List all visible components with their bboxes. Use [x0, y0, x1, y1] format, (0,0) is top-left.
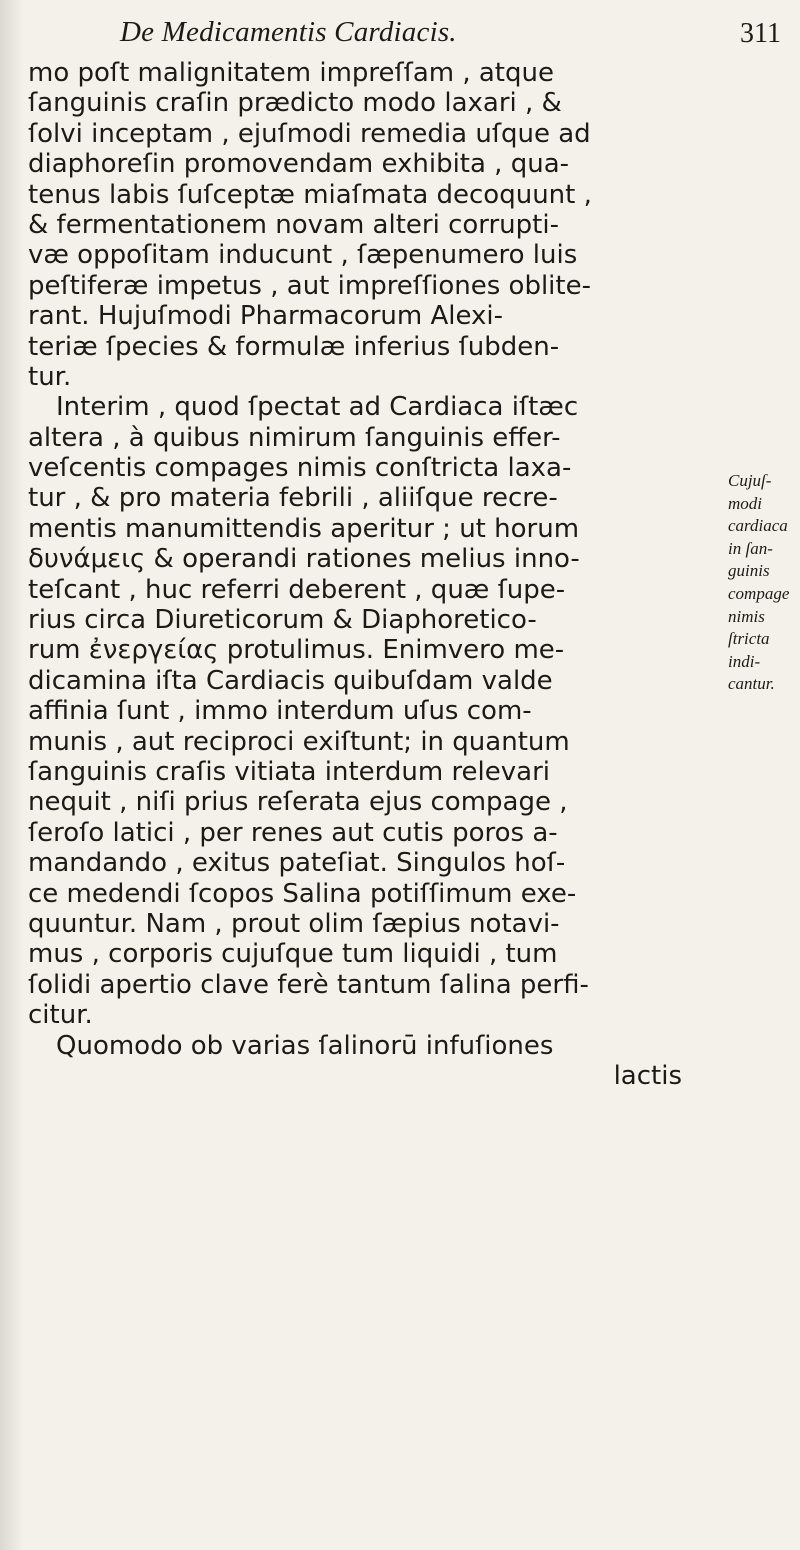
page-number: 311 [740, 18, 781, 49]
text-line: tur , & pro materia febrili , aliiſque recre- [28, 483, 558, 514]
margin-note-line: compage [728, 583, 790, 603]
text-line: dicamina iſta Cardiacis quibuſdam valde [28, 665, 553, 696]
text-line: ſolidi apertio clave ferè tantum ſalina perfi- [28, 969, 589, 1000]
paragraph-start-line: Quomodo ob varias ſalinorū infuſiones [56, 1030, 554, 1061]
margin-note-line: Cujuſ- [728, 471, 772, 490]
text-line: rum ἐνεργείας protulimus. Enimvero me- [28, 635, 565, 666]
body-text [28, 58, 718, 1091]
text-line: ce medendi ſcopos Salina potiſſimum exe- [28, 878, 577, 909]
text-line: ſeroſo latici , per renes aut cutis poros a- [28, 817, 558, 848]
text-line: væ oppoſitam inducunt , ſæpenumero luis [28, 240, 578, 271]
text-line: teſcant , huc referri deberent , quæ ſupe- [28, 574, 566, 605]
text-line: nequit , niſi prius reſerata ejus compage , [28, 787, 568, 818]
text-line: ſanguinis craſis vitiata interdum relevari [28, 756, 551, 787]
text-line: diaphoreſin promovendam exhibita , qua- [28, 149, 570, 180]
text-line: teriæ ſpecies & formulæ inferius ſubden- [28, 331, 560, 362]
margin-note-line: indi- [728, 651, 761, 671]
margin-note-line: cantur. [728, 674, 775, 694]
margin-note-line: cardiaca [728, 516, 788, 536]
paragraph-start-line: Interim , quod ſpectat ad Cardiaca iſtæc [56, 392, 579, 423]
text-line: mus , corporis cujuſque tum liquidi , tum [28, 939, 558, 970]
text-line: & fermentationem novam alteri corrupti- [28, 209, 559, 240]
text-line: ſanguinis craſin prædicto modo laxari , & [28, 88, 562, 119]
text-line: altera , à quibus nimirum ſanguinis effer- [28, 422, 561, 453]
text-line: δυνάμεις & operandi rationes melius inno- [28, 544, 580, 575]
margin-note [728, 470, 800, 696]
margin-note-line: ſtricta [728, 629, 770, 649]
text-line: citur. [28, 1000, 93, 1031]
margin-note-line: nimis [728, 606, 765, 626]
margin-note-line: in ſan- [728, 538, 773, 558]
margin-note-line: guinis [728, 561, 770, 581]
text-line: peſtiferæ impetus , aut impreſſiones oblite- [28, 270, 591, 301]
text-line: rant. Hujuſmodi Pharmacorum Alexi- [28, 301, 504, 332]
text-line: rius circa Diureticorum & Diaphoretico- [28, 605, 537, 636]
text-line: tur. [28, 361, 72, 392]
text-line: affinia ſunt , immo interdum uſus com- [28, 696, 532, 727]
text-line: mandando , exitus pateſiat. Singulos hoſ- [28, 848, 566, 879]
page-header [0, 14, 800, 54]
text-line: veſcentis compages nimis conſtricta laxa- [28, 453, 572, 484]
gutter-shadow [0, 0, 24, 1550]
text-line: munis , aut reciproci exiſtunt; in quantum [28, 726, 570, 757]
text-line: mentis manumittendis aperitur ; ut horum [28, 513, 580, 544]
text-line: mo poſt malignitatem impreſſam , atque [28, 58, 554, 88]
text-line: tenus labis ſuſceptæ miaſmata decoquunt , [28, 179, 592, 210]
catchword: lactis [613, 1060, 682, 1091]
margin-note-line: modi [728, 493, 762, 513]
text-line: ſolvi inceptam , ejuſmodi remedia uſque ad [28, 118, 591, 149]
running-title: De Medicamentis Cardiacis. [120, 16, 457, 48]
text-line: quuntur. Nam , prout olim ſæpius notavi- [28, 908, 560, 939]
